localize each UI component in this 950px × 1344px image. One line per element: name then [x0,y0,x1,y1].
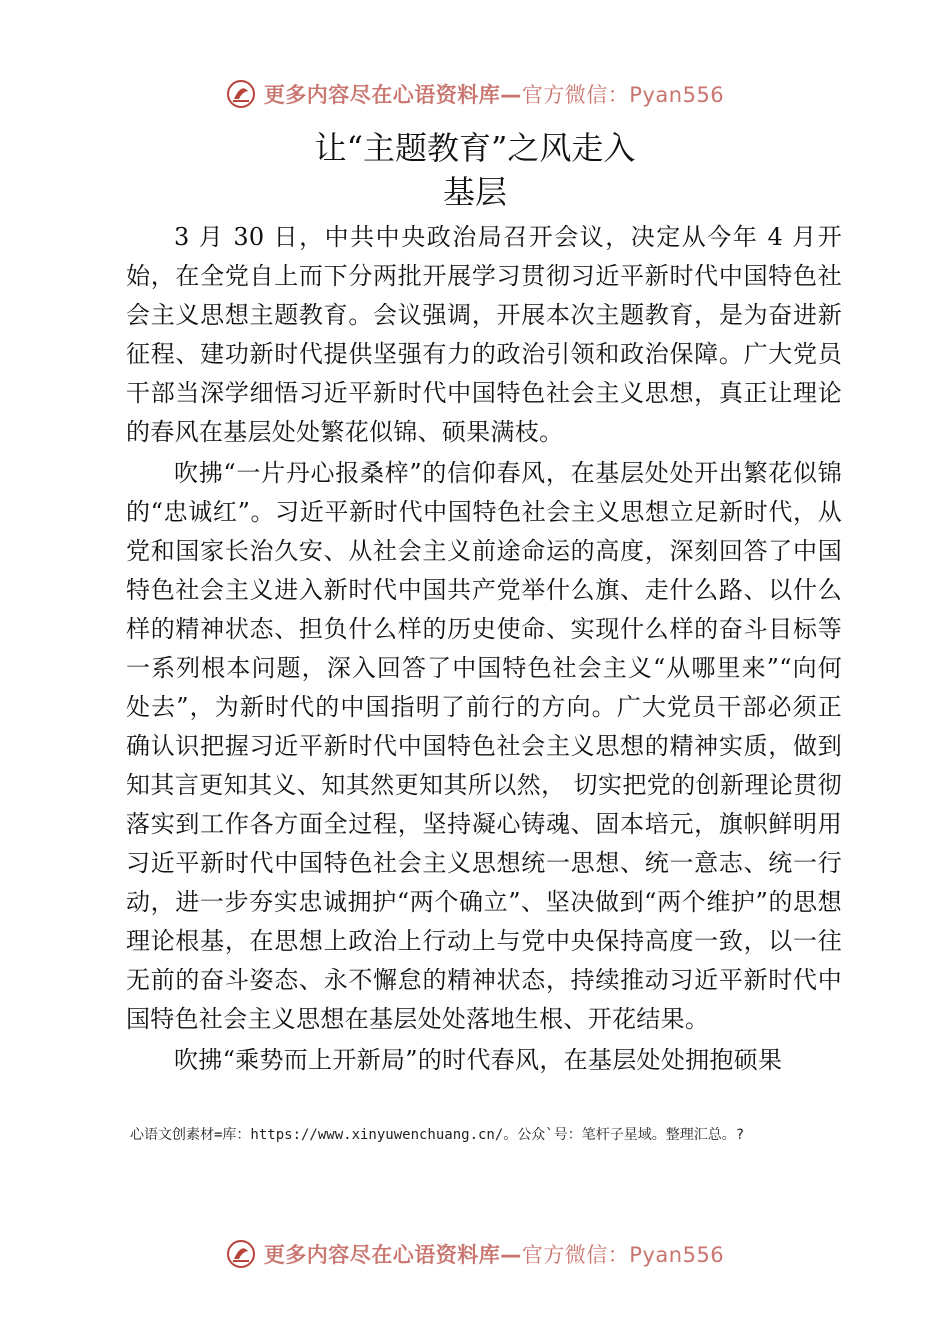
document-body [126,218,842,1080]
header-banner-wechat: 官方微信：Pyan556 [521,83,725,107]
footer-banner-wechat: 官方微信：Pyan556 [521,1243,725,1267]
header-banner-text [264,79,724,109]
paragraph-3: 吹拂“乘势而上开新局”的时代春风，在基层处处拥抱硕果 [174,1046,783,1074]
footer-banner [0,1232,950,1276]
title-line-2: 基层 [442,173,507,211]
header-banner [0,72,950,116]
paragraph-1: 3 月 30 日，中共中央政治局召开会议，决定从今年 4 月开始，在全党自上而下分两批开展学习贯彻习近平新时代中国特色社会主义思想主题教育。会议强调，开展本次主题教育，是为奋进新征程、建功新时代提供坚强有力的政治引领和政治保障。广大党员干部当深学细悟习近平新时代中国特色社会主义思想，真正让理论的春风在基层处处繁花似锦、硕果满枝。 [126,223,842,446]
title-line-1: 让“主题教育”之风走入 [314,129,636,167]
header-banner-main: 更多内容尽在心语资料库— [263,83,522,107]
footer-banner-text [264,1239,724,1269]
sailboat-logo-icon [226,79,256,109]
document-title [0,126,950,214]
source-note: 心语文创素材=库：https://www.xinyuwenchuang.cn/。公众`号：笔杆子星域。整理汇总。? [130,1127,745,1143]
sailboat-logo-icon [226,1239,256,1269]
paragraph-2: 吹拂“一片丹心报桑梓”的信仰春风，在基层处处开出繁花似锦的“忠诚红”。习近平新时代中国特色社会主义思想立足新时代，从党和国家长治久安、从社会主义前途命运的高度，深刻回答了中国特色社会主义进入新时代中国共产党举什么旗、走什么路、以什么样的精神状态、担负什么样的历史使命、实现什么样的奋斗目标等一系列根本问题，深入回答了中国特色社会主义“从哪里来”“向何处去”，为新时代的中国指明了前行的方向。广大党员干部必须正确认识把握习近平新时代中国特色社会主义思想的精神实质，做到知其言更知其义、知其然更知其所以然， 切实把党的创新理论贯彻落实到工作各方面全过程，坚持凝心铸魂、固本培元，旗帜鲜明用习近平新时代中国特色社会主义思想统一思想、统一意志、统一行动，进一步夯实忠诚拥护“两个确立”、坚决做到“两个维护”的思想理论根基，在思想上政治上行动上与党中央保持高度一致，以一往无前的奋斗姿态、永不懈怠的精神状态，持续推动习近平新时代中国特色社会主义思想在基层处处落地生根、开花结果。 [126,459,842,1033]
footer-banner-main: 更多内容尽在心语资料库— [263,1243,522,1267]
